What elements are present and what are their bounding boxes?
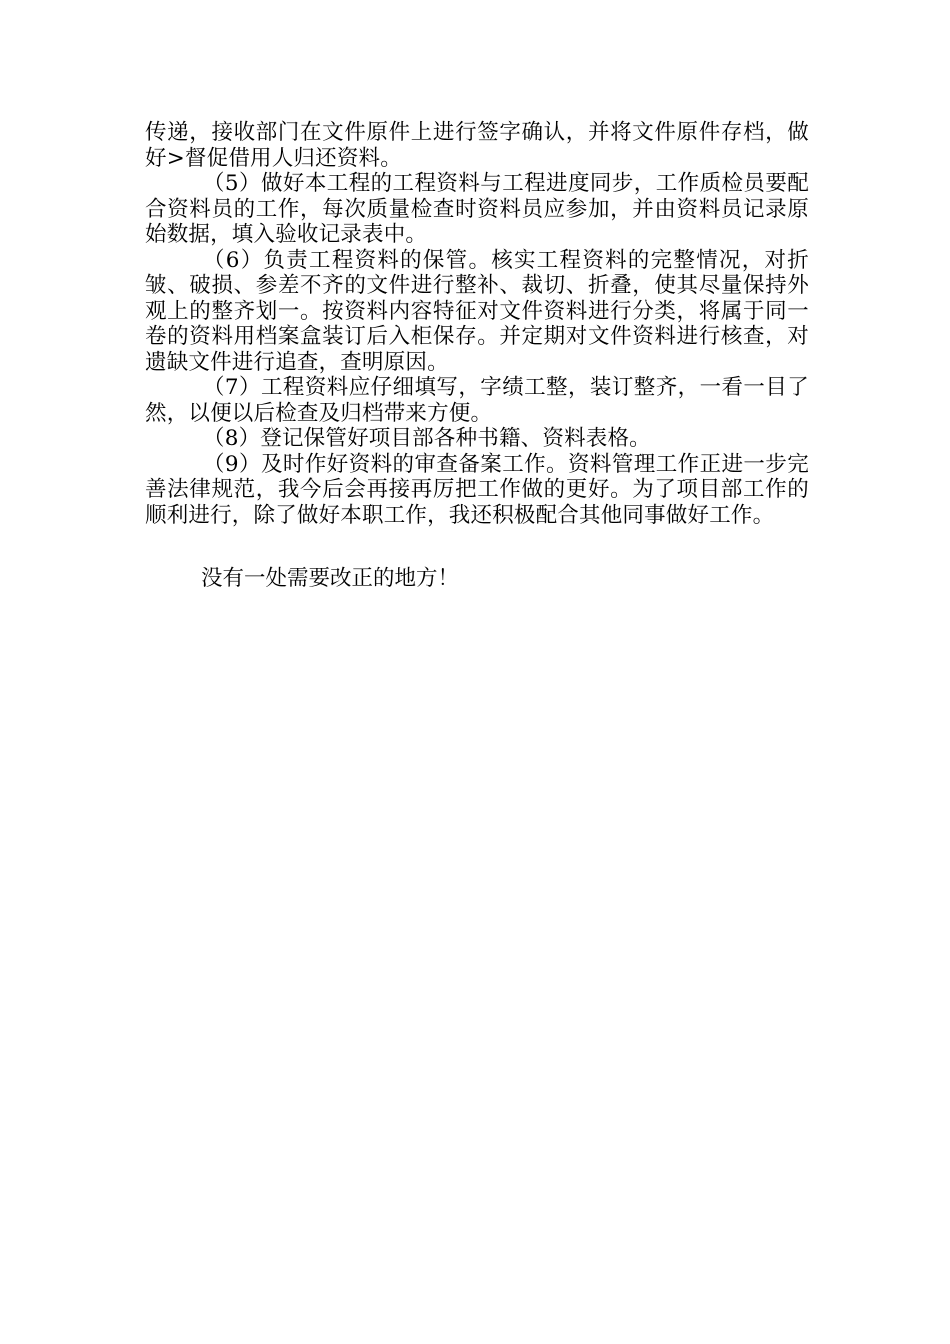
paragraph-item-9: （9）及时作好资料的审查备案工作。资料管理工作正进一步完善法律规范，我今后会再接再厉把工作做的更好。为了项目部工作的顺利进行，除了做好本职工作，我还积极配合其他同事做好工作。 — [145, 451, 809, 528]
closing-remark: 没有一处需要改正的地方！ — [201, 566, 460, 591]
paragraph-item-7: （7）工程资料应仔细填写，字绩工整，装订整齐，一看一目了然，以便以后检查及归档带来方便。 — [145, 375, 809, 426]
document-page — [145, 120, 809, 613]
paragraph-item-8: （8）登记保管好项目部各种书籍、资料表格。 — [203, 426, 651, 451]
paragraph-item-5: （5）做好本工程的工程资料与工程进度同步，工作质检员要配合资料员的工作，每次质量检查时资料员应参加，并由资料员记录原始数据，填入验收记录表中。 — [145, 171, 809, 247]
paragraph-item-6: （6）负责工程资料的保管。核实工程资料的完整情况，对折皱、破损、参差不齐的文件进行整补、裁切、折叠，使其尽量保持外观上的整齐划一。按资料内容特征对文件资料进行分类，将属于同一卷的资料用档案盒装订后入柜保存。并定期对文件资料进行核查，对遗缺文件进行追查，查明原因。 — [145, 247, 809, 375]
paragraph-continuation: 传递，接收部门在文件原件上进行签字确认，并将文件原件存档，做好>督促借用人归还资料。 — [145, 120, 809, 171]
